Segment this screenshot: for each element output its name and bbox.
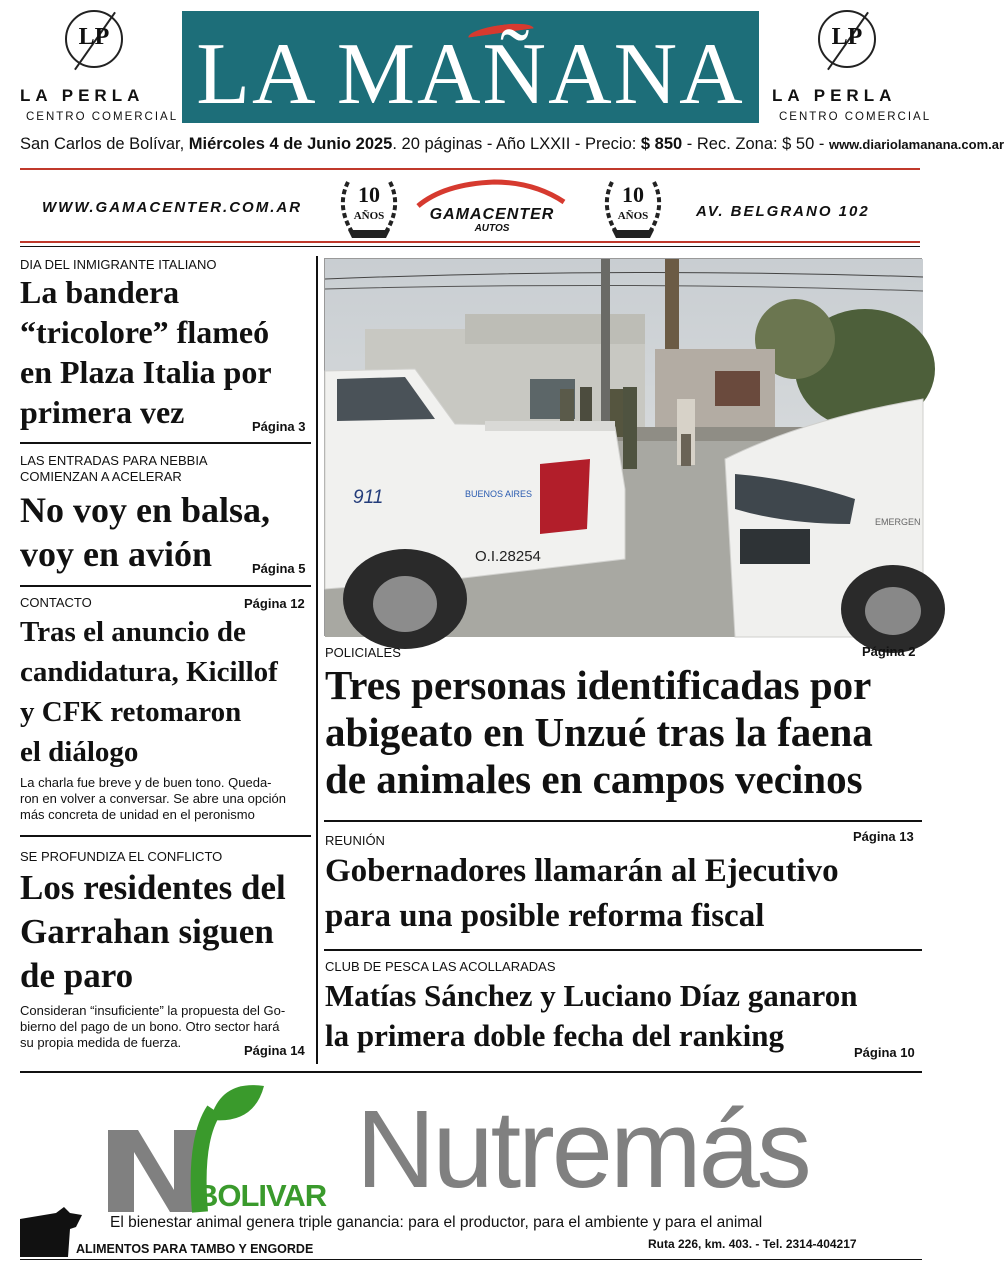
vehicle-org: BUENOS AIRES bbox=[465, 489, 533, 499]
sponsor-subtitle: CENTRO COMERCIAL bbox=[779, 111, 932, 123]
main-story-headline[interactable]: Tres personas identificadas por abigeato en Unzué tras la faena de animales en campos vecinos bbox=[325, 662, 873, 802]
story-headline[interactable]: Los residentes del Garrahan siguen de paro bbox=[20, 868, 286, 995]
ad-tagline: El bienestar animal genera triple ganancia: para el productor, para el ambiente y para el animal bbox=[110, 1214, 763, 1231]
sponsor-name: LA PERLA bbox=[20, 86, 145, 105]
la-perla-logo-icon: LP bbox=[818, 10, 876, 68]
dateline-info: . 20 páginas - Año LXXII - Precio: bbox=[392, 135, 641, 153]
la-perla-logo-icon: LP bbox=[65, 10, 123, 68]
divider bbox=[20, 585, 311, 587]
cow-silhouette-icon bbox=[20, 1205, 82, 1257]
anniversary-badge-right: 10 AÑOS bbox=[598, 176, 668, 240]
story-kicker: REUNIÓN bbox=[325, 833, 385, 848]
page-reference: Página 5 bbox=[252, 561, 306, 576]
divider bbox=[20, 168, 920, 170]
dateline bbox=[20, 135, 1004, 154]
divider bbox=[20, 835, 311, 837]
ad-contact: Ruta 226, km. 403. - Tel. 2314-404217 bbox=[648, 1237, 857, 1251]
story-kicker: LAS ENTRADAS PARA NEBBIA COMIENZAN A ACELERAR bbox=[20, 453, 208, 484]
story-kicker: CONTACTO bbox=[20, 595, 92, 610]
page-reference: Página 14 bbox=[244, 1043, 305, 1058]
vehicle-plate: O.I.28254 bbox=[475, 548, 541, 565]
dateline-zone: - Rec. Zona: $ 50 - bbox=[682, 135, 829, 153]
story-kicker: CLUB DE PESCA LAS ACOLLARADAS bbox=[325, 959, 556, 974]
newspaper-title: LA MAÑANA bbox=[196, 26, 745, 123]
dateline-price: $ 850 bbox=[640, 135, 683, 153]
dateline-date: Miércoles 4 de Junio 2025 bbox=[188, 135, 393, 153]
story-summary: Consideran “insuficiente” la propuesta del Go- bierno del pago de un bono. Otro sector hará su propia medida de fuerza. bbox=[20, 1003, 286, 1050]
story-kicker: POLICIALES bbox=[325, 645, 401, 660]
story-kicker: SE PROFUNDIZA EL CONFLICTO bbox=[20, 849, 223, 864]
story-headline[interactable]: Tras el anuncio de candidatura, Kicillof y CFK retomaron el diálogo bbox=[20, 616, 278, 768]
column-divider bbox=[316, 256, 318, 1064]
main-story-photo[interactable] bbox=[324, 258, 922, 636]
nutremas-brand: Nutremás bbox=[356, 1088, 809, 1211]
story-summary: La charla fue breve y de buen tono. Queda- ron en volver a conversar. Se abre una opción más concreta de unidad en el peronismo bbox=[20, 775, 286, 822]
story-headline[interactable]: Gobernadores llamarán al Ejecutivo para una posible reforma fiscal bbox=[325, 853, 839, 934]
page-reference: Página 13 bbox=[853, 829, 914, 844]
car-silhouette-icon bbox=[414, 178, 570, 208]
gamacenter-logo: GAMACENTER AUTOS bbox=[414, 178, 570, 236]
website-link[interactable]: www.diariolamanana.com.ar bbox=[828, 137, 1004, 152]
story-headline[interactable]: La bandera “tricolore” flameó en Plaza Italia por primera vez bbox=[20, 274, 272, 430]
police-trucks-image bbox=[325, 259, 923, 637]
story-headline[interactable]: Matías Sánchez y Luciano Díaz ganaron la primera doble fecha del ranking bbox=[325, 978, 858, 1053]
page-reference: Página 3 bbox=[252, 419, 306, 434]
masthead bbox=[182, 11, 759, 123]
vehicle-number: 911 bbox=[353, 487, 384, 508]
gamacenter-website[interactable]: WWW.GAMACENTER.COM.AR bbox=[42, 199, 303, 216]
divider bbox=[324, 949, 922, 951]
page-reference: Página 2 bbox=[862, 644, 916, 659]
page-reference: Página 12 bbox=[244, 596, 305, 611]
divider bbox=[324, 820, 922, 822]
story-kicker: DIA DEL INMIGRANTE ITALIANO bbox=[20, 257, 217, 272]
divider bbox=[20, 246, 920, 247]
divider bbox=[20, 442, 311, 444]
dateline-city: San Carlos de Bolívar, bbox=[20, 135, 185, 153]
gamacenter-address: AV. BELGRANO 102 bbox=[696, 203, 870, 220]
anniversary-badge-left: 10 AÑOS bbox=[334, 176, 404, 240]
sponsor-subtitle: CENTRO COMERCIAL bbox=[26, 111, 179, 123]
page-reference: Página 10 bbox=[854, 1045, 915, 1060]
sponsor-name: LA PERLA bbox=[772, 86, 897, 105]
bolivar-sub-brand: BOLIVAR bbox=[196, 1178, 327, 1213]
divider bbox=[20, 241, 920, 243]
ad-products: ALIMENTOS PARA TAMBO Y ENGORDE bbox=[76, 1242, 314, 1256]
story-headline[interactable]: No voy en balsa, voy en avión bbox=[20, 490, 271, 574]
vehicle-side-text: EMERGEN bbox=[875, 517, 921, 527]
